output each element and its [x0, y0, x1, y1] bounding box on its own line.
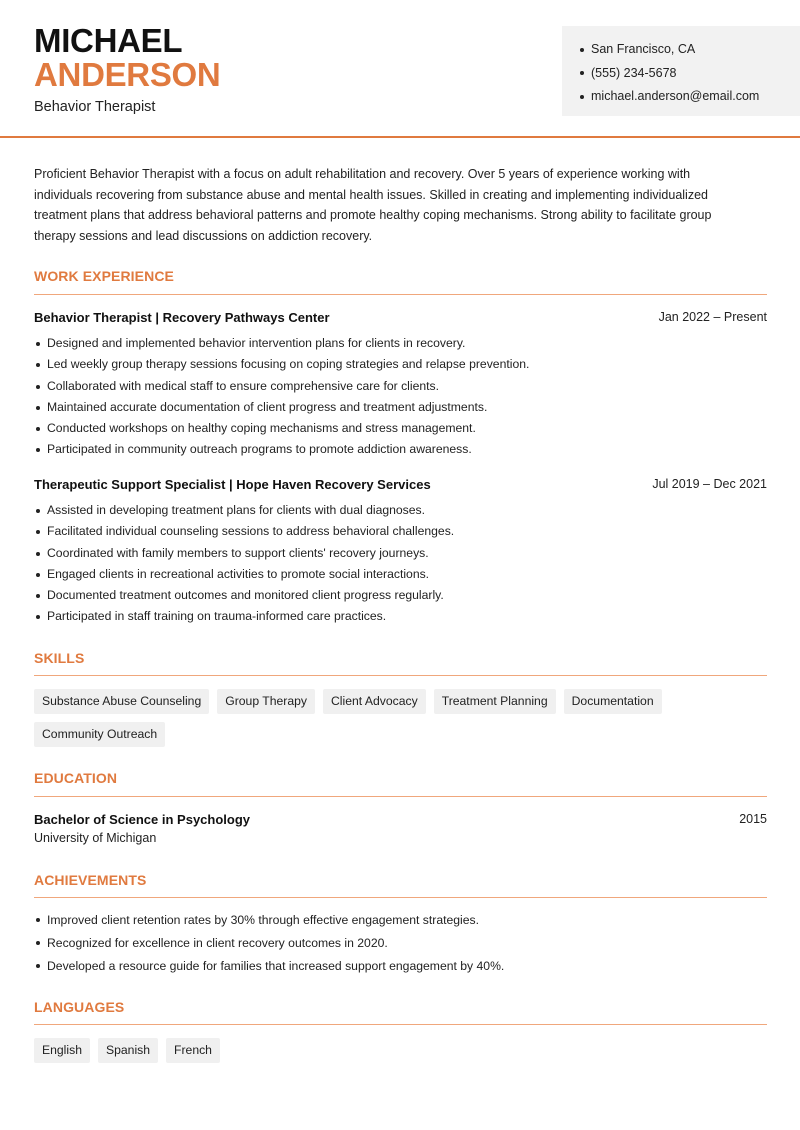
skill-tag: Documentation: [564, 689, 662, 714]
contact-email-text: michael.anderson@email.com: [591, 89, 760, 103]
education-degree: Bachelor of Science in Psychology: [34, 812, 251, 827]
list-item: Documented treatment outcomes and monitored client progress regularly.: [34, 585, 767, 606]
list-item: Recognized for excellence in client recovery outcomes in 2020.: [34, 932, 767, 955]
first-name: MICHAEL: [34, 22, 183, 59]
section-divider: [34, 796, 767, 797]
bullet-icon: [580, 48, 584, 52]
skill-tag: Substance Abuse Counseling: [34, 689, 209, 714]
job-header: [34, 477, 767, 492]
education-school: University of Michigan: [34, 831, 157, 845]
candidate-name: [34, 24, 220, 92]
job-bullets: [34, 500, 767, 628]
skill-tag: Treatment Planning: [434, 689, 556, 714]
list-item: Conducted workshops on healthy coping mechanisms and stress management.: [34, 418, 767, 439]
education-year: 2015: [739, 812, 767, 826]
section-divider: [34, 294, 767, 295]
list-item: Maintained accurate documentation of client progress and treatment adjustments.: [34, 397, 767, 418]
last-name: ANDERSON: [34, 56, 221, 93]
list-item: Designed and implemented behavior intervention plans for clients in recovery.: [34, 333, 767, 354]
job-dates: Jul 2019 – Dec 2021: [652, 477, 767, 491]
list-item: Led weekly group therapy sessions focusing on coping strategies and relapse prevention.: [34, 354, 767, 375]
language-tag: Spanish: [98, 1038, 158, 1063]
list-item: Assisted in developing treatment plans for clients with dual diagnoses.: [34, 500, 767, 521]
contact-phone-text: (555) 234-5678: [591, 65, 677, 80]
list-item: Participated in staff training on trauma-informed care practices.: [34, 606, 767, 627]
section-divider: [34, 897, 767, 898]
contact-phone: [580, 62, 800, 86]
list-item: Participated in community outreach programs to promote addiction awareness.: [34, 439, 767, 460]
contact-location: [580, 38, 800, 62]
achievements-list: [34, 909, 767, 978]
section-title-languages: LANGUAGES: [34, 999, 125, 1015]
job-role: Behavior Therapist | Recovery Pathways Center: [34, 310, 330, 325]
list-item: Improved client retention rates by 30% through effective engagement strategies.: [34, 909, 767, 932]
contact-location-text: San Francisco, CA: [591, 42, 696, 56]
languages-list: [34, 1038, 767, 1063]
job-dates: Jan 2022 – Present: [658, 310, 767, 324]
list-item: Developed a resource guide for families that increased support engagement by 40%.: [34, 955, 767, 978]
resume-header: [0, 0, 800, 138]
skill-tag: Community Outreach: [34, 722, 165, 747]
job-role: Therapeutic Support Specialist | Hope Haven Recovery Services: [34, 477, 431, 492]
section-title-work: WORK EXPERIENCE: [34, 268, 174, 284]
list-item: Engaged clients in recreational activities to promote social interactions.: [34, 564, 767, 585]
list-item: Coordinated with family members to support clients' recovery journeys.: [34, 543, 767, 564]
section-divider: [34, 1024, 767, 1025]
skill-tag: Client Advocacy: [323, 689, 426, 714]
job-header: [34, 310, 767, 325]
skills-list: [34, 689, 767, 747]
summary: Proficient Behavior Therapist with a focus on adult rehabilitation and recovery. Over 5 years of experience working with individuals recovering from substance abuse and mental health issues. Skilled in creating and implementing individualized treatment plans that address behavioral patterns and promote healthy coping mechanisms. Strong ability to facilitate group therapy sessions and lead discussions on addiction recovery.: [34, 167, 712, 244]
list-item: Facilitated individual counseling sessions to address behavioral challenges.: [34, 521, 767, 542]
job-title: Behavior Therapist: [34, 99, 156, 115]
bullet-icon: [580, 71, 584, 75]
language-tag: English: [34, 1038, 90, 1063]
section-divider: [34, 675, 767, 676]
job-bullets: [34, 333, 767, 461]
skill-tag: Group Therapy: [217, 689, 315, 714]
section-title-skills: SKILLS: [34, 650, 85, 666]
bullet-icon: [580, 95, 584, 99]
section-title-achievements: ACHIEVEMENTS: [34, 872, 147, 888]
list-item: Collaborated with medical staff to ensure comprehensive care for clients.: [34, 376, 767, 397]
section-title-education: EDUCATION: [34, 770, 118, 786]
contact-box: [562, 26, 800, 116]
language-tag: French: [166, 1038, 220, 1063]
contact-email: [580, 85, 800, 109]
